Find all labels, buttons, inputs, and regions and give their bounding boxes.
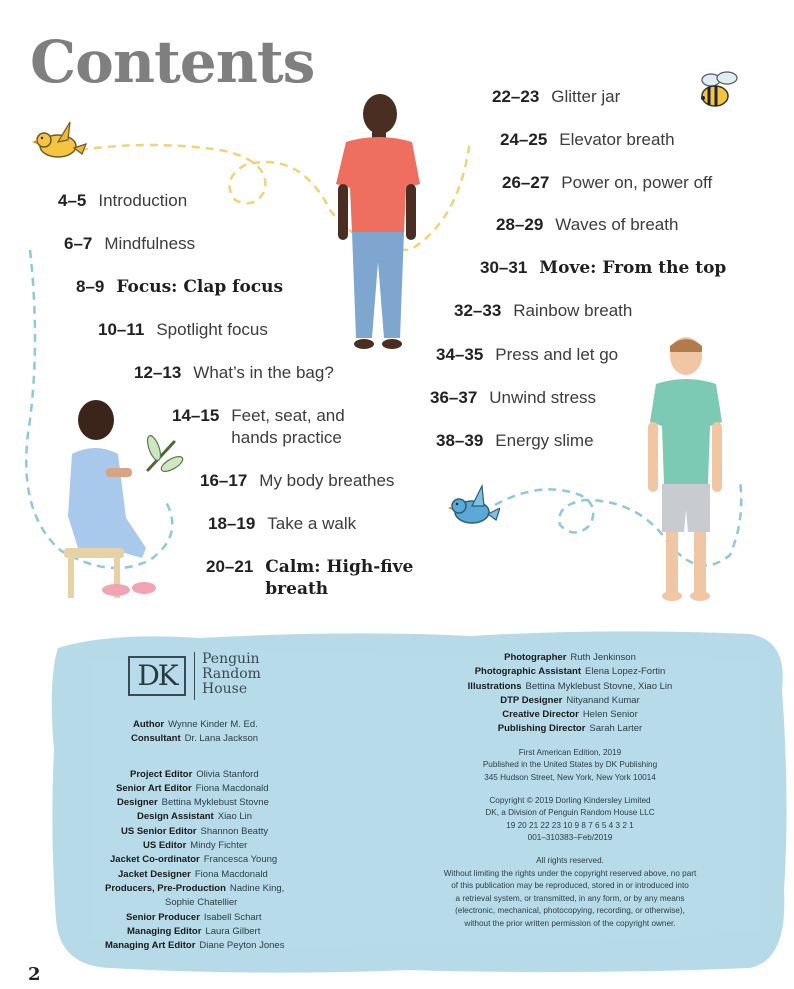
credit-row <box>410 694 730 708</box>
toc-title: Focus: Clap focus <box>116 277 284 297</box>
credit-value: Xiao Lin <box>217 811 253 823</box>
credit-row <box>410 708 730 722</box>
edition-line: 345 Hudson Street, New York, New York 10014 <box>484 772 656 782</box>
credit-label: Senior Producer <box>126 911 200 923</box>
credit-row <box>95 925 335 939</box>
toc-title: Mindfulness <box>104 234 196 253</box>
credit-label: DTP Designer <box>500 694 563 706</box>
dk-logo-text: DK <box>137 659 177 692</box>
credit-row <box>410 680 730 694</box>
credit-value: Helen Senior <box>582 709 638 721</box>
toc-page-range: 12–13 <box>134 363 182 382</box>
toc-entry[interactable] <box>64 233 195 255</box>
toc-entry[interactable] <box>134 362 334 384</box>
toc-entry[interactable] <box>430 387 596 409</box>
credit-label: Producers, Pre-Production <box>105 882 226 894</box>
toc-entry[interactable] <box>58 190 187 212</box>
toc-entry[interactable] <box>500 129 675 151</box>
toc-title: Power on, power off <box>561 173 713 192</box>
toc-page-range: 16–17 <box>200 471 248 490</box>
toc-title: Introduction <box>98 191 188 210</box>
toc-page-range: 22–23 <box>492 87 540 106</box>
edition-line: Published in the United States by DK Publishing <box>482 760 658 770</box>
boy-teal-shirt-photo <box>642 334 726 608</box>
copyright-line: 19 20 21 22 23 10 9 8 7 6 5 4 3 2 1 <box>506 820 634 830</box>
credit-label: Designer <box>117 797 158 809</box>
toc-entry[interactable] <box>502 172 712 194</box>
toc-title: Energy slime <box>495 431 594 450</box>
toc-page-range: 26–27 <box>502 173 550 192</box>
toc-entry[interactable] <box>480 257 726 279</box>
toc-page-range: 38–39 <box>436 431 484 450</box>
toc-entry[interactable] <box>436 430 594 452</box>
rights-block <box>410 855 730 931</box>
credit-value: Ruth Jenkinson <box>570 652 636 663</box>
credit-row <box>410 651 730 665</box>
credit-label: Managing Art Editor <box>105 940 196 952</box>
publisher-line: Random <box>202 666 261 682</box>
credit-value: Laura Gilbert <box>205 925 261 937</box>
toc-title: Spotlight focus <box>156 320 268 339</box>
toc-page-range: 34–35 <box>436 345 484 364</box>
credit-label: Managing Editor <box>127 925 202 937</box>
dk-penguin-random-house-logo <box>128 652 288 702</box>
credit-row <box>410 722 730 736</box>
credit-value: Olivia Stanford <box>196 768 259 780</box>
toc-entry[interactable] <box>200 470 394 492</box>
copyright-line: 001–310383–Feb/2019 <box>527 833 613 843</box>
edition-line: First American Edition, 2019 <box>518 747 622 757</box>
toc-entry[interactable] <box>496 214 678 236</box>
toc-title: Glitter jar <box>551 87 621 106</box>
toc-entry[interactable] <box>76 276 283 298</box>
publisher-line: Penguin <box>202 651 260 667</box>
toc-title: Rainbow breath <box>513 301 633 320</box>
copyright-block <box>410 795 730 845</box>
toc-title: Move: From the top <box>539 258 727 278</box>
credit-row <box>95 939 335 953</box>
credit-value: Fiona Macdonald <box>195 782 269 794</box>
credit-label: Jacket Designer <box>118 868 191 880</box>
toc-entry[interactable] <box>208 513 356 535</box>
toc-entry[interactable] <box>454 300 632 322</box>
toc-title: My body breathes <box>259 471 395 490</box>
rights-line: (electronic, mechanical, photocopying, recording, or otherwise), <box>455 906 685 916</box>
rights-line: a retrieval system, or transmitted, in any form, or by any means <box>455 893 685 903</box>
credit-row <box>95 868 335 882</box>
page-number: 2 <box>28 964 41 985</box>
credit-row <box>95 825 335 839</box>
credit-value: Mindy Fichter <box>190 840 248 852</box>
credit-label: Photographic Assistant <box>474 666 581 678</box>
toc-page-range: 32–33 <box>454 301 502 320</box>
credit-row <box>95 853 335 867</box>
credit-row <box>95 796 335 810</box>
credit-label: Design Assistant <box>137 811 214 823</box>
toc-page-range: 8–9 <box>76 277 105 296</box>
rights-line: of this publication may be reproduced, stored in or introduced into <box>451 881 689 891</box>
credit-value: Dr. Lana Jackson <box>184 733 259 745</box>
blue-bird-icon <box>448 484 500 530</box>
credit-row <box>95 718 335 732</box>
credit-row <box>95 896 335 910</box>
credit-value: Bettina Myklebust Stovne, Xiao Lin <box>525 680 673 692</box>
toc-page-range: 10–11 <box>98 320 145 339</box>
copyright-line: Copyright © 2019 Dorling Kindersley Limited <box>489 795 651 805</box>
toc-page-range: 14–15 <box>172 406 220 425</box>
toc-page-range: 20–21 <box>206 557 254 576</box>
credit-label: US Senior Editor <box>121 825 197 837</box>
toc-page-range: 28–29 <box>496 215 544 234</box>
toc-entry[interactable] <box>492 86 620 108</box>
boy-red-shirt-photo <box>328 92 423 354</box>
credit-label: Consultant <box>131 733 181 745</box>
credits-right-column <box>410 651 730 931</box>
toc-entry[interactable] <box>172 405 402 449</box>
credit-value: Nadine King, <box>229 882 285 894</box>
credit-value: Francesca Young <box>203 854 278 866</box>
credit-value: Nityanand Kumar <box>566 694 640 706</box>
dk-logo-box <box>128 656 186 696</box>
girl-on-stool-photo <box>52 398 164 604</box>
credit-label: Creative Director <box>502 709 579 721</box>
credit-row <box>95 810 335 824</box>
toc-title: Take a walk <box>267 514 357 533</box>
rights-line: All rights reserved. <box>536 855 604 865</box>
yellow-bird-icon <box>32 118 88 164</box>
copyright-line: DK, a Division of Penguin Random House LLC <box>485 808 655 818</box>
credit-value: Diane Peyton Jones <box>199 940 285 952</box>
toc-title: Waves of breath <box>555 215 679 234</box>
toc-title: Unwind stress <box>489 388 597 407</box>
bee-icon <box>693 66 743 114</box>
credit-value: Bettina Myklebust Stovne <box>161 797 269 809</box>
credit-row <box>95 911 335 925</box>
credit-label: Publishing Director <box>497 723 586 735</box>
toc-page-range: 30–31 <box>480 258 528 277</box>
page-title: Contents <box>30 28 315 96</box>
toc-title: Feet, seat, and hands practice <box>231 406 345 447</box>
toc-entry[interactable] <box>436 344 618 366</box>
credit-value: Isabell Schart <box>203 911 262 923</box>
credit-row <box>95 768 335 782</box>
edition-block <box>410 747 730 785</box>
credit-value: Elena Lopez-Fortin <box>585 666 666 678</box>
toc-page-range: 24–25 <box>500 130 548 149</box>
toc-title: What’s in the bag? <box>193 363 334 382</box>
credit-value: Shannon Beatty <box>200 825 269 837</box>
credit-label: Project Editor <box>130 768 193 780</box>
credit-row <box>95 732 335 746</box>
credit-value: Sophie Chatellier <box>165 897 238 909</box>
credit-value: Sarah Larter <box>589 723 643 735</box>
credit-label: Jacket Co-ordinator <box>110 854 200 866</box>
credit-label: Senior Art Editor <box>116 782 192 794</box>
credit-value: Wynne Kinder M. Ed. <box>168 719 258 730</box>
toc-entry[interactable] <box>206 556 446 600</box>
credit-row <box>410 665 730 679</box>
credit-value: Fiona Macdonald <box>194 868 268 880</box>
toc-page-range: 6–7 <box>64 234 93 253</box>
publisher-line: House <box>202 681 248 697</box>
credit-row <box>95 782 335 796</box>
toc-page-range: 18–19 <box>208 514 256 533</box>
toc-title: Elevator breath <box>559 130 675 149</box>
rights-line: Without limiting the rights under the copyright reserved above, no part <box>443 868 697 878</box>
toc-page-range: 36–37 <box>430 388 478 407</box>
credit-row <box>95 839 335 853</box>
credit-row <box>95 882 335 896</box>
credit-label: Illustrations <box>467 680 522 692</box>
credit-label: US Editor <box>143 840 187 852</box>
credit-label: Author <box>133 719 165 730</box>
credit-label: Photographer <box>504 652 567 663</box>
toc-entry[interactable] <box>98 319 268 341</box>
rights-line: without the prior written permission of the copyright owner. <box>464 918 676 928</box>
toc-title: Press and let go <box>495 345 619 364</box>
credits-left-column <box>95 718 335 953</box>
toc-page-range: 4–5 <box>58 191 87 210</box>
toc-title: Calm: High-five breath <box>265 557 414 599</box>
